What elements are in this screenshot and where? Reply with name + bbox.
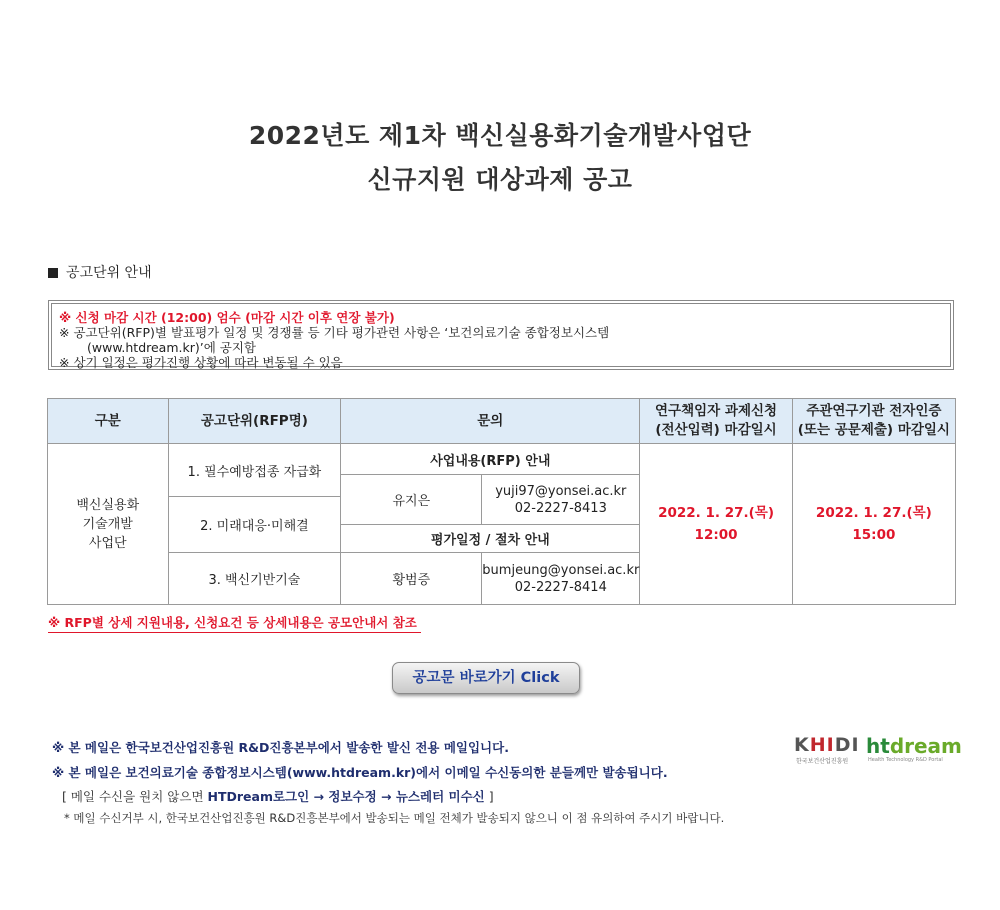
announcement-table bbox=[47, 398, 956, 605]
notice-box bbox=[48, 300, 954, 370]
htdream-logo-subtitle: Health Technology R&D Portal bbox=[868, 757, 943, 763]
contact-phone-2: 02-2227-8414 bbox=[514, 579, 607, 595]
section-heading-text: 공고단위 안내 bbox=[66, 265, 152, 281]
header-deadline-researcher: 연구책임자 과제신청 (전산입력) 마감일시 bbox=[640, 399, 792, 444]
header-contact: 문의 bbox=[341, 399, 640, 444]
unsubscribe-path[interactable]: HTDream로그인 → 정보수정 → 뉴스레터 미수신 bbox=[207, 789, 485, 804]
rfp-item-1: 1. 필수예방접종 자급화 bbox=[168, 444, 341, 497]
unsubscribe-suffix: ] bbox=[484, 789, 494, 804]
page-title-line2: 신규지원 대상과제 공고 bbox=[367, 165, 633, 194]
khidi-logo-subtitle: 한국보건산업진흥원 bbox=[796, 758, 849, 765]
announcement-link-button[interactable]: 공고문 바로가기 Click bbox=[392, 662, 580, 694]
notice-line-url: (www.htdream.kr)’에 공지함 bbox=[87, 340, 256, 355]
rfp-footnote: ※ RFP별 상세 지원내용, 신청요건 등 상세내용은 공모안내서 참조 bbox=[48, 613, 421, 633]
notice-line-rfp: ※ 공고단위(RFP)별 발표평가 일정 및 경쟁률 등 기타 평가관련 사항은 ‘보건의료기술 종합정보시스템 bbox=[59, 325, 610, 340]
notice-line-schedule: ※ 상기 일정은 평가진행 상황에 따라 변동될 수 있음 bbox=[59, 355, 343, 370]
deadline-institution-cell bbox=[792, 444, 955, 605]
htdream-logo: htdream bbox=[866, 734, 962, 758]
contact-email-2[interactable]: bumjeung@yonsei.ac.kr bbox=[482, 562, 640, 578]
deadline-institution-time: 15:00 bbox=[852, 527, 896, 543]
mail-note-consent: ※ 본 메일은 보건의료기술 종합정보시스템(www.htdream.kr)에서 이메일 수신동의한 분들께만 발송됩니다. bbox=[52, 765, 668, 780]
header-category: 구분 bbox=[48, 399, 169, 444]
category-cell: 백신실용화 기술개발 사업단 bbox=[48, 444, 169, 605]
header-deadline-institution: 주관연구기관 전자인증 (또는 공문제출) 마감일시 bbox=[792, 399, 955, 444]
contact-heading-rfp: 사업내용(RFP) 안내 bbox=[341, 444, 640, 475]
notice-line-deadline: ※ 신청 마감 시간 (12:00) 엄수 (마감 시간 이후 연장 불가) bbox=[59, 310, 395, 325]
square-bullet-icon bbox=[48, 268, 58, 278]
contact-name-1: 유지은 bbox=[341, 475, 482, 525]
rfp-item-3: 3. 백신기반기술 bbox=[168, 553, 341, 605]
header-rfp: 공고단위(RFP명) bbox=[168, 399, 341, 444]
contact-phone-1: 02-2227-8413 bbox=[514, 500, 607, 516]
unsubscribe-prefix: [ 메일 수신을 원치 않으면 bbox=[62, 789, 208, 804]
deadline-institution-date: 2022. 1. 27.(목) bbox=[815, 505, 932, 521]
page-title-line1: 2022년도 제1차 백신실용화기술개발사업단 bbox=[248, 121, 752, 150]
khidi-logo: KHIDI bbox=[794, 734, 860, 756]
contact-name-2: 황범증 bbox=[341, 553, 482, 605]
mail-note-warning: * 메일 수신거부 시, 한국보건산업진흥원 R&D진흥본부에서 발송되는 메일 전체가 발송되지 않으니 이 점 유의하여 주시기 바랍니다. bbox=[64, 811, 725, 825]
contact-info-2 bbox=[482, 553, 640, 605]
mail-note-sender: ※ 본 메일은 한국보건산업진흥원 R&D진흥본부에서 발송한 발신 전용 메일입니다. bbox=[52, 740, 509, 755]
contact-info-1 bbox=[482, 475, 640, 525]
contact-heading-schedule: 평가일정 / 절차 안내 bbox=[341, 525, 640, 553]
contact-email-1[interactable]: yuji97@yonsei.ac.kr bbox=[495, 483, 627, 499]
section-heading bbox=[48, 262, 152, 282]
deadline-researcher-date: 2022. 1. 27.(목) bbox=[658, 505, 774, 521]
deadline-researcher-cell bbox=[640, 444, 792, 605]
deadline-researcher-time: 12:00 bbox=[694, 527, 738, 543]
rfp-item-2: 2. 미래대응·미해결 bbox=[168, 497, 341, 553]
mail-note-unsubscribe bbox=[62, 787, 494, 805]
